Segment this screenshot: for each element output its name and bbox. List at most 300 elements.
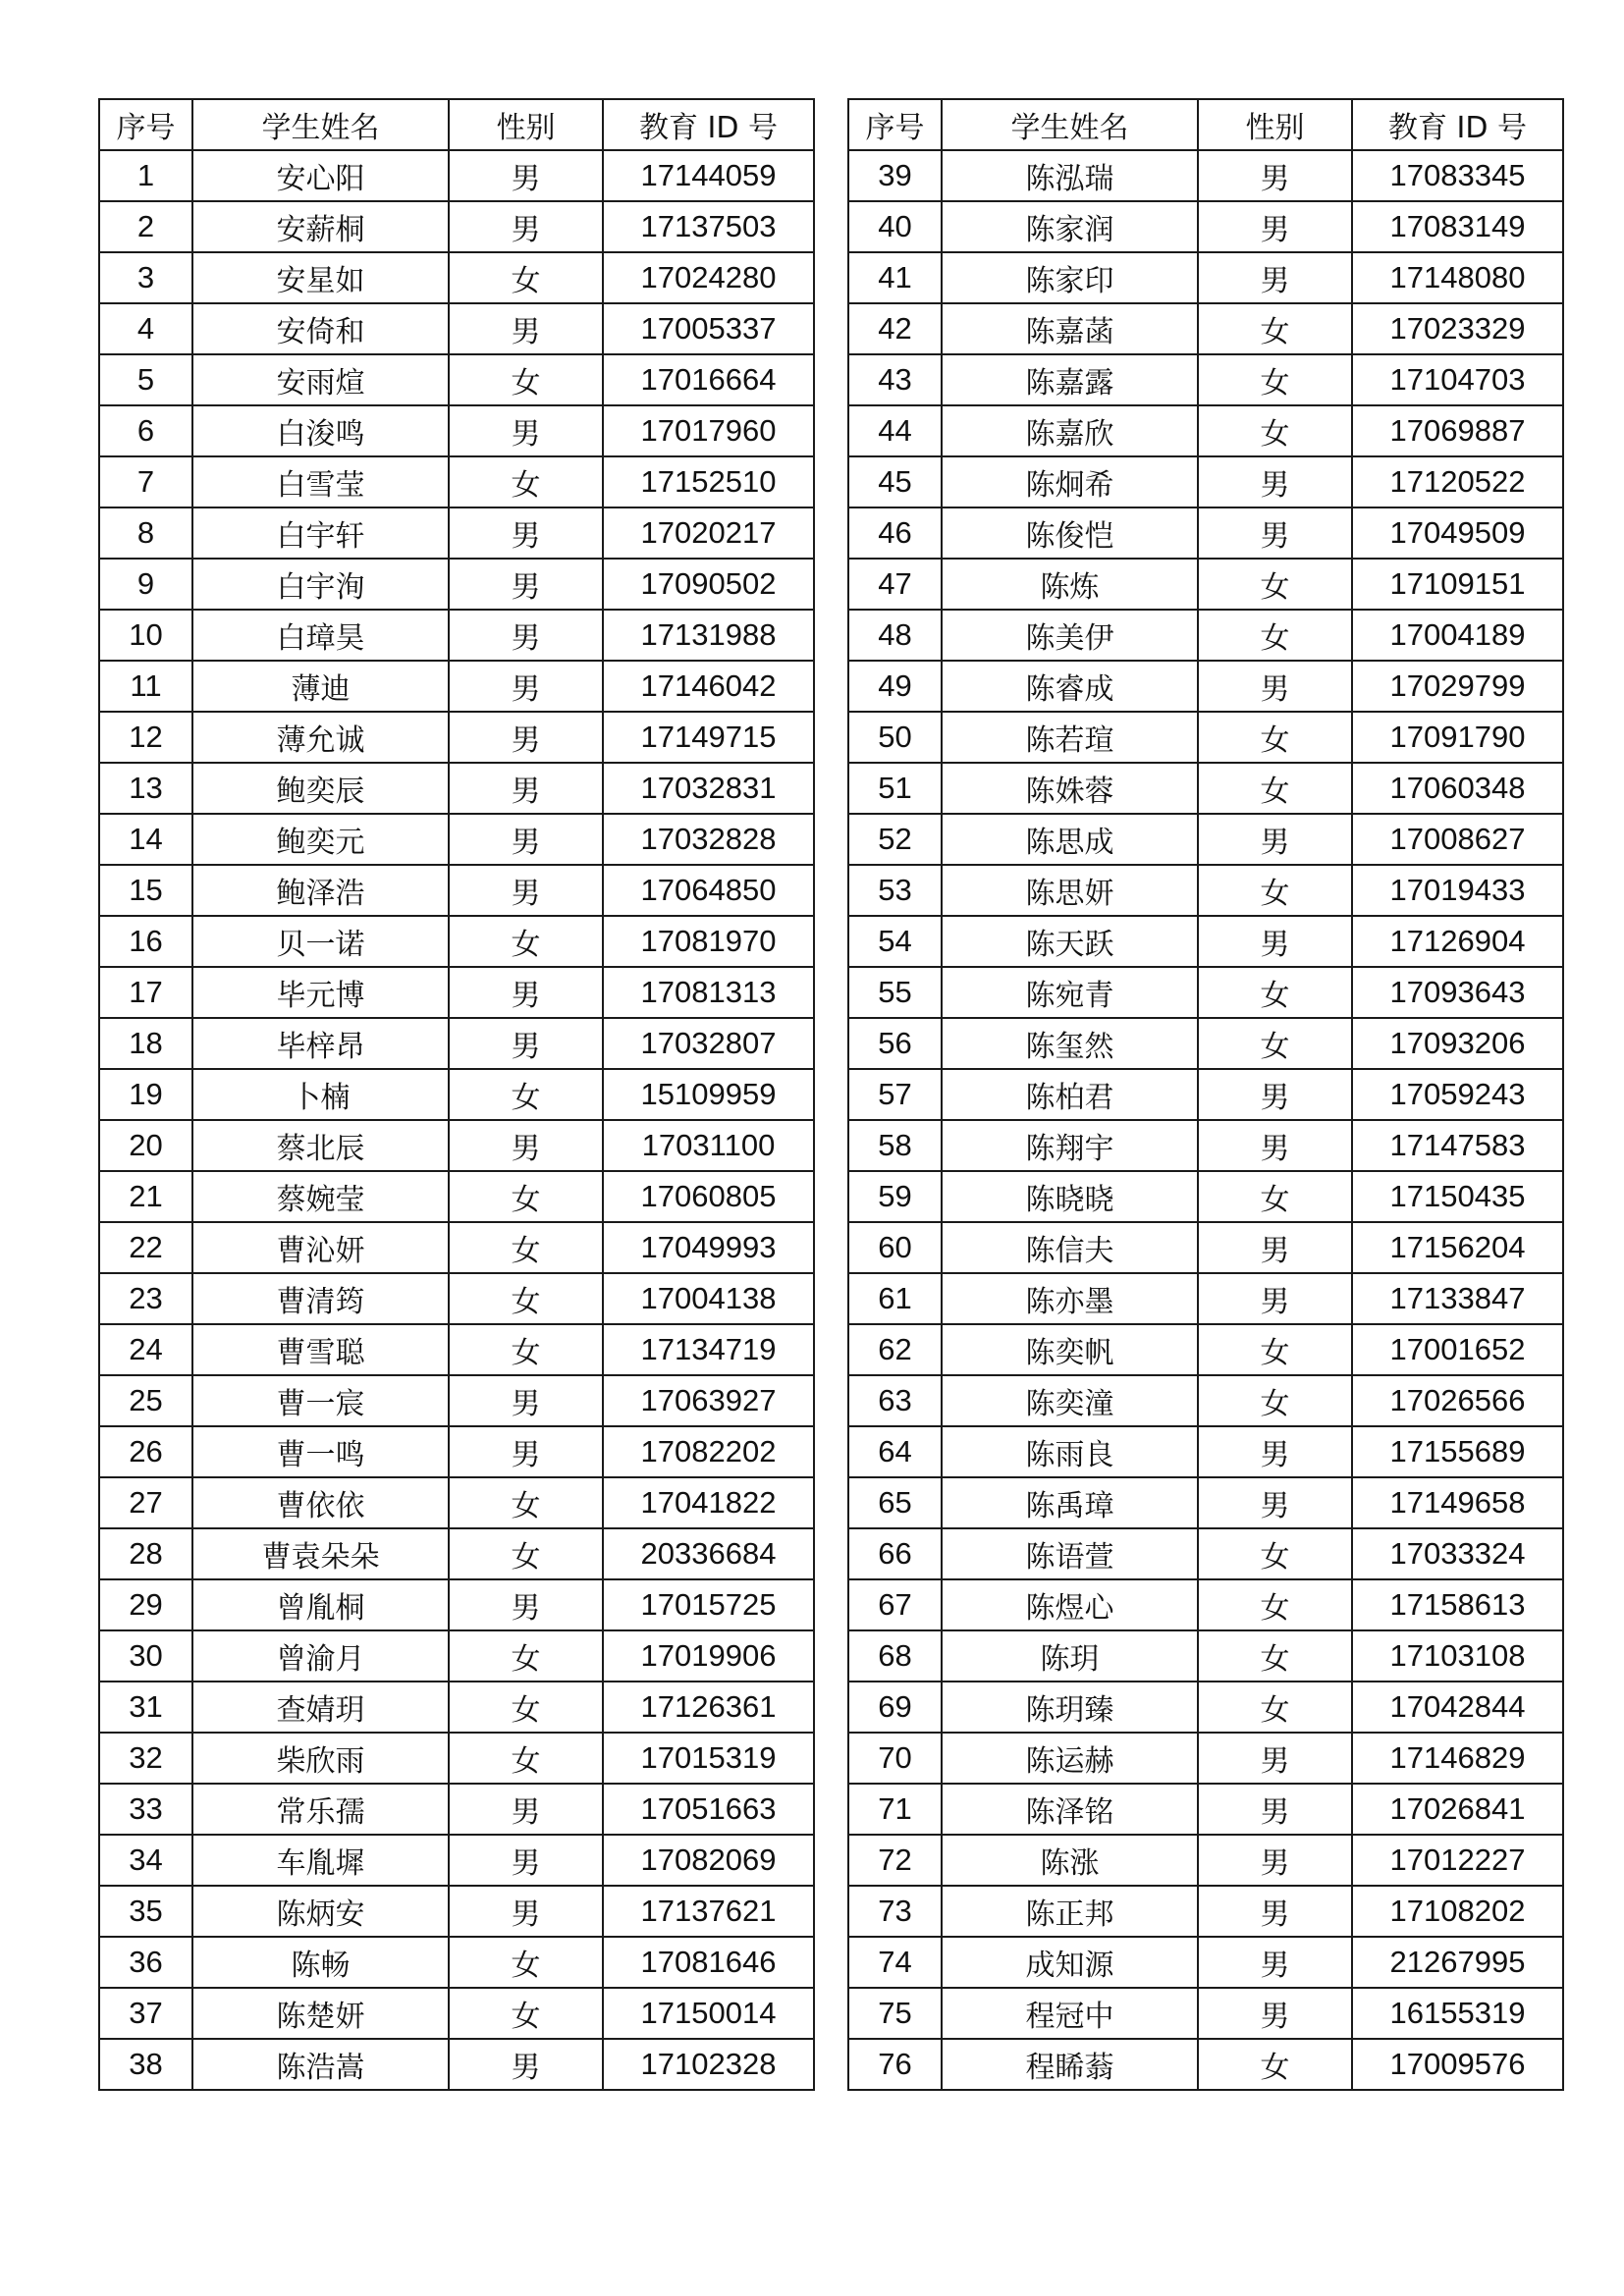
cell-student-name: 白宇洵 [192, 559, 449, 610]
cell-edu-id: 17081646 [603, 1937, 814, 1988]
table-row [99, 1682, 814, 1733]
cell-seq: 2 [99, 201, 192, 252]
cell-gender: 女 [1198, 1682, 1352, 1733]
table-row [848, 201, 1563, 252]
cell-gender: 女 [449, 916, 603, 967]
cell-student-name: 卜楠 [192, 1069, 449, 1120]
table-row [848, 405, 1563, 456]
cell-student-name: 陈美伊 [942, 610, 1198, 661]
cell-seq: 16 [99, 916, 192, 967]
table-row [848, 916, 1563, 967]
cell-student-name: 柴欣雨 [192, 1733, 449, 1784]
table-row [848, 1222, 1563, 1273]
cell-student-name: 陈炼 [942, 559, 1198, 610]
table-row [99, 1426, 814, 1477]
cell-edu-id: 17109151 [1352, 559, 1563, 610]
cell-edu-id: 17019433 [1352, 865, 1563, 916]
table-row [99, 712, 814, 763]
cell-seq: 39 [848, 150, 942, 201]
cell-seq: 50 [848, 712, 942, 763]
cell-student-name: 常乐孺 [192, 1784, 449, 1835]
cell-edu-id: 17009576 [1352, 2039, 1563, 2090]
cell-edu-id: 17051663 [603, 1784, 814, 1835]
cell-gender: 女 [449, 1477, 603, 1528]
cell-seq: 66 [848, 1528, 942, 1579]
cell-student-name: 陈翔宇 [942, 1120, 1198, 1171]
cell-student-name: 陈亦墨 [942, 1273, 1198, 1324]
cell-edu-id: 17008627 [1352, 814, 1563, 865]
cell-seq: 73 [848, 1886, 942, 1937]
cell-student-name: 陈楚妍 [192, 1988, 449, 2039]
cell-edu-id: 17023329 [1352, 303, 1563, 354]
cell-gender: 男 [1198, 1477, 1352, 1528]
cell-edu-id: 17155689 [1352, 1426, 1563, 1477]
cell-gender: 男 [449, 507, 603, 559]
cell-gender: 男 [1198, 507, 1352, 559]
cell-seq: 54 [848, 916, 942, 967]
cell-seq: 47 [848, 559, 942, 610]
cell-gender: 女 [1198, 1171, 1352, 1222]
cell-gender: 男 [449, 1886, 603, 1937]
cell-gender: 男 [1198, 1120, 1352, 1171]
table-row [848, 1886, 1563, 1937]
cell-seq: 60 [848, 1222, 942, 1273]
cell-edu-id: 17026566 [1352, 1375, 1563, 1426]
cell-gender: 男 [1198, 1886, 1352, 1937]
cell-seq: 72 [848, 1835, 942, 1886]
table-row [848, 814, 1563, 865]
cell-gender: 女 [449, 1324, 603, 1375]
table-row [848, 1784, 1563, 1835]
table-row [99, 1120, 814, 1171]
table-row [99, 1630, 814, 1682]
cell-gender: 男 [449, 763, 603, 814]
cell-edu-id: 17015725 [603, 1579, 814, 1630]
table-body-right [848, 150, 1563, 2090]
cell-student-name: 曹依依 [192, 1477, 449, 1528]
cell-edu-id: 17015319 [603, 1733, 814, 1784]
cell-gender: 男 [1198, 916, 1352, 967]
cell-edu-id: 17082202 [603, 1426, 814, 1477]
cell-student-name: 薄迪 [192, 661, 449, 712]
cell-student-name: 陈泓瑞 [942, 150, 1198, 201]
cell-seq: 24 [99, 1324, 192, 1375]
cell-seq: 56 [848, 1018, 942, 1069]
table-row [848, 661, 1563, 712]
cell-student-name: 陈奕帆 [942, 1324, 1198, 1375]
cell-edu-id: 17150435 [1352, 1171, 1563, 1222]
cell-gender: 男 [449, 1426, 603, 1477]
cell-seq: 65 [848, 1477, 942, 1528]
table-row [848, 712, 1563, 763]
table-row [99, 1375, 814, 1426]
cell-gender: 女 [449, 1222, 603, 1273]
table-row [99, 1273, 814, 1324]
cell-student-name: 程冠中 [942, 1988, 1198, 2039]
header-seq: 序号 [848, 99, 942, 150]
cell-gender: 女 [449, 252, 603, 303]
cell-gender: 男 [449, 661, 603, 712]
table-row [848, 1835, 1563, 1886]
cell-seq: 44 [848, 405, 942, 456]
cell-seq: 49 [848, 661, 942, 712]
table-row [848, 150, 1563, 201]
cell-edu-id: 17041822 [603, 1477, 814, 1528]
cell-student-name: 曹雪聪 [192, 1324, 449, 1375]
cell-student-name: 陈玥臻 [942, 1682, 1198, 1733]
cell-edu-id: 17144059 [603, 150, 814, 201]
cell-seq: 69 [848, 1682, 942, 1733]
cell-seq: 42 [848, 303, 942, 354]
cell-student-name: 曹清筠 [192, 1273, 449, 1324]
cell-seq: 55 [848, 967, 942, 1018]
table-row [99, 916, 814, 967]
cell-gender: 男 [1198, 1784, 1352, 1835]
cell-gender: 男 [449, 150, 603, 201]
cell-seq: 7 [99, 456, 192, 507]
cell-gender: 女 [449, 354, 603, 405]
table-row [99, 661, 814, 712]
cell-seq: 75 [848, 1988, 942, 2039]
cell-student-name: 陈信夫 [942, 1222, 1198, 1273]
cell-seq: 31 [99, 1682, 192, 1733]
cell-edu-id: 17001652 [1352, 1324, 1563, 1375]
cell-student-name: 薄允诚 [192, 712, 449, 763]
cell-edu-id: 20336684 [603, 1528, 814, 1579]
table-row [99, 1886, 814, 1937]
table-row [848, 559, 1563, 610]
cell-gender: 男 [1198, 1937, 1352, 1988]
header-gender: 性别 [1198, 99, 1352, 150]
cell-seq: 37 [99, 1988, 192, 2039]
cell-edu-id: 17024280 [603, 252, 814, 303]
cell-edu-id: 17082069 [603, 1835, 814, 1886]
cell-student-name: 陈思成 [942, 814, 1198, 865]
table-body-left [99, 150, 814, 2090]
cell-student-name: 安倚和 [192, 303, 449, 354]
cell-student-name: 车胤墀 [192, 1835, 449, 1886]
table-row [848, 1120, 1563, 1171]
table-row [848, 1375, 1563, 1426]
cell-edu-id: 17152510 [603, 456, 814, 507]
table-row [848, 1733, 1563, 1784]
cell-seq: 41 [848, 252, 942, 303]
cell-seq: 25 [99, 1375, 192, 1426]
cell-student-name: 陈若瑄 [942, 712, 1198, 763]
cell-gender: 女 [449, 1069, 603, 1120]
cell-seq: 53 [848, 865, 942, 916]
cell-seq: 13 [99, 763, 192, 814]
cell-student-name: 陈姝蓉 [942, 763, 1198, 814]
cell-student-name: 陈玺然 [942, 1018, 1198, 1069]
table-row [99, 2039, 814, 2090]
cell-seq: 1 [99, 150, 192, 201]
cell-student-name: 陈嘉欣 [942, 405, 1198, 456]
cell-edu-id: 17090502 [603, 559, 814, 610]
header-name: 学生姓名 [942, 99, 1198, 150]
table-row [848, 1988, 1563, 2039]
cell-seq: 74 [848, 1937, 942, 1988]
cell-edu-id: 17069887 [1352, 405, 1563, 456]
cell-student-name: 蔡北辰 [192, 1120, 449, 1171]
cell-seq: 22 [99, 1222, 192, 1273]
cell-edu-id: 17104703 [1352, 354, 1563, 405]
cell-student-name: 陈雨良 [942, 1426, 1198, 1477]
cell-edu-id: 17059243 [1352, 1069, 1563, 1120]
cell-gender: 男 [1198, 1835, 1352, 1886]
table-row [99, 1018, 814, 1069]
cell-seq: 28 [99, 1528, 192, 1579]
cell-seq: 27 [99, 1477, 192, 1528]
cell-student-name: 陈天跃 [942, 916, 1198, 967]
cell-seq: 32 [99, 1733, 192, 1784]
table-header-row [99, 99, 814, 150]
cell-student-name: 曹袁朵朵 [192, 1528, 449, 1579]
cell-seq: 17 [99, 967, 192, 1018]
table-row [99, 1733, 814, 1784]
cell-edu-id: 17120522 [1352, 456, 1563, 507]
cell-seq: 68 [848, 1630, 942, 1682]
cell-edu-id: 17032831 [603, 763, 814, 814]
table-row [99, 1222, 814, 1273]
cell-student-name: 白浚鸣 [192, 405, 449, 456]
cell-seq: 14 [99, 814, 192, 865]
cell-edu-id: 17133847 [1352, 1273, 1563, 1324]
cell-student-name: 鲍泽浩 [192, 865, 449, 916]
table-row [99, 967, 814, 1018]
cell-gender: 男 [1198, 150, 1352, 201]
table-row [99, 303, 814, 354]
table-row [848, 865, 1563, 916]
cell-student-name: 鲍奕辰 [192, 763, 449, 814]
cell-edu-id: 17017960 [603, 405, 814, 456]
cell-gender: 男 [1198, 456, 1352, 507]
cell-edu-id: 17049993 [603, 1222, 814, 1273]
cell-student-name: 白雪莹 [192, 456, 449, 507]
table-row [99, 150, 814, 201]
cell-edu-id: 17004138 [603, 1273, 814, 1324]
cell-student-name: 陈柏君 [942, 1069, 1198, 1120]
table-row [848, 303, 1563, 354]
cell-edu-id: 17012227 [1352, 1835, 1563, 1886]
cell-seq: 59 [848, 1171, 942, 1222]
cell-gender: 女 [1198, 1579, 1352, 1630]
cell-gender: 男 [1198, 1733, 1352, 1784]
cell-gender: 男 [1198, 201, 1352, 252]
table-row [99, 456, 814, 507]
cell-gender: 女 [449, 1273, 603, 1324]
table-row [99, 610, 814, 661]
cell-seq: 23 [99, 1273, 192, 1324]
table-row [848, 354, 1563, 405]
cell-edu-id: 17147583 [1352, 1120, 1563, 1171]
cell-student-name: 陈炳安 [192, 1886, 449, 1937]
cell-seq: 8 [99, 507, 192, 559]
cell-edu-id: 17093643 [1352, 967, 1563, 1018]
cell-gender: 男 [1198, 1222, 1352, 1273]
table-row [848, 1579, 1563, 1630]
cell-student-name: 陈涨 [942, 1835, 1198, 1886]
cell-student-name: 贝一诺 [192, 916, 449, 967]
cell-gender: 女 [449, 1988, 603, 2039]
cell-edu-id: 17063927 [603, 1375, 814, 1426]
table-row [848, 1171, 1563, 1222]
cell-student-name: 查婧玥 [192, 1682, 449, 1733]
cell-gender: 女 [1198, 763, 1352, 814]
table-row [848, 1682, 1563, 1733]
cell-student-name: 安心阳 [192, 150, 449, 201]
cell-student-name: 陈禹璋 [942, 1477, 1198, 1528]
student-table-left [98, 98, 815, 2091]
cell-student-name: 鲍奕元 [192, 814, 449, 865]
table-row [99, 814, 814, 865]
cell-seq: 35 [99, 1886, 192, 1937]
cell-edu-id: 21267995 [1352, 1937, 1563, 1988]
table-row [99, 763, 814, 814]
cell-edu-id: 17020217 [603, 507, 814, 559]
cell-seq: 10 [99, 610, 192, 661]
cell-edu-id: 17032828 [603, 814, 814, 865]
cell-gender: 女 [1198, 303, 1352, 354]
cell-gender: 男 [1198, 1988, 1352, 2039]
cell-seq: 15 [99, 865, 192, 916]
cell-student-name: 陈嘉露 [942, 354, 1198, 405]
cell-seq: 5 [99, 354, 192, 405]
table-row [848, 1477, 1563, 1528]
cell-gender: 男 [449, 1018, 603, 1069]
cell-gender: 男 [449, 303, 603, 354]
cell-gender: 男 [1198, 814, 1352, 865]
header-gender: 性别 [449, 99, 603, 150]
cell-student-name: 陈嘉菡 [942, 303, 1198, 354]
table-row [99, 354, 814, 405]
table-row [848, 967, 1563, 1018]
cell-seq: 33 [99, 1784, 192, 1835]
cell-seq: 61 [848, 1273, 942, 1324]
cell-student-name: 陈奕潼 [942, 1375, 1198, 1426]
cell-seq: 34 [99, 1835, 192, 1886]
cell-edu-id: 17102328 [603, 2039, 814, 2090]
table-row [848, 1426, 1563, 1477]
cell-seq: 48 [848, 610, 942, 661]
cell-student-name: 安薪桐 [192, 201, 449, 252]
cell-gender: 男 [449, 865, 603, 916]
cell-seq: 70 [848, 1733, 942, 1784]
cell-seq: 4 [99, 303, 192, 354]
cell-student-name: 陈家润 [942, 201, 1198, 252]
cell-student-name: 陈宛青 [942, 967, 1198, 1018]
cell-seq: 43 [848, 354, 942, 405]
cell-gender: 男 [449, 2039, 603, 2090]
table-row [99, 1069, 814, 1120]
cell-gender: 女 [1198, 712, 1352, 763]
cell-gender: 男 [449, 559, 603, 610]
cell-edu-id: 17019906 [603, 1630, 814, 1682]
cell-gender: 男 [449, 814, 603, 865]
cell-edu-id: 17149715 [603, 712, 814, 763]
table-row [99, 1171, 814, 1222]
cell-gender: 女 [449, 1733, 603, 1784]
cell-student-name: 曾渝月 [192, 1630, 449, 1682]
cell-gender: 女 [449, 1682, 603, 1733]
cell-edu-id: 17131988 [603, 610, 814, 661]
cell-gender: 女 [1198, 1630, 1352, 1682]
table-row [848, 456, 1563, 507]
cell-edu-id: 17150014 [603, 1988, 814, 2039]
table-row [99, 201, 814, 252]
cell-edu-id: 17032807 [603, 1018, 814, 1069]
cell-edu-id: 17083345 [1352, 150, 1563, 201]
table-row [99, 1528, 814, 1579]
cell-gender: 男 [449, 1835, 603, 1886]
table-row [99, 1835, 814, 1886]
header-seq: 序号 [99, 99, 192, 150]
table-row [848, 2039, 1563, 2090]
cell-edu-id: 17158613 [1352, 1579, 1563, 1630]
student-table-right [847, 98, 1564, 2091]
cell-gender: 女 [1198, 1018, 1352, 1069]
cell-edu-id: 17029799 [1352, 661, 1563, 712]
table-row [848, 1937, 1563, 1988]
cell-student-name: 陈炯希 [942, 456, 1198, 507]
cell-edu-id: 17126361 [603, 1682, 814, 1733]
cell-edu-id: 17033324 [1352, 1528, 1563, 1579]
table-row [848, 1630, 1563, 1682]
table-row [99, 1937, 814, 1988]
cell-student-name: 曹一鸣 [192, 1426, 449, 1477]
cell-seq: 21 [99, 1171, 192, 1222]
table-row [99, 252, 814, 303]
cell-seq: 40 [848, 201, 942, 252]
cell-student-name: 陈俊恺 [942, 507, 1198, 559]
cell-edu-id: 17049509 [1352, 507, 1563, 559]
table-row [848, 1018, 1563, 1069]
cell-gender: 女 [1198, 405, 1352, 456]
table-row [848, 1528, 1563, 1579]
cell-seq: 30 [99, 1630, 192, 1682]
cell-seq: 38 [99, 2039, 192, 2090]
cell-edu-id: 17093206 [1352, 1018, 1563, 1069]
cell-edu-id: 17083149 [1352, 201, 1563, 252]
cell-seq: 62 [848, 1324, 942, 1375]
cell-edu-id: 17081970 [603, 916, 814, 967]
cell-seq: 63 [848, 1375, 942, 1426]
cell-student-name: 陈煜心 [942, 1579, 1198, 1630]
cell-seq: 36 [99, 1937, 192, 1988]
table-row [848, 1324, 1563, 1375]
table-row [99, 1988, 814, 2039]
cell-seq: 76 [848, 2039, 942, 2090]
cell-student-name: 陈晓晓 [942, 1171, 1198, 1222]
cell-seq: 29 [99, 1579, 192, 1630]
cell-gender: 女 [449, 1171, 603, 1222]
cell-gender: 男 [449, 967, 603, 1018]
header-edu-id: 教育 ID 号 [603, 99, 814, 150]
cell-edu-id: 17108202 [1352, 1886, 1563, 1937]
cell-gender: 男 [1198, 1069, 1352, 1120]
table-row [99, 507, 814, 559]
cell-gender: 女 [449, 1630, 603, 1682]
cell-gender: 女 [1198, 865, 1352, 916]
cell-edu-id: 17103108 [1352, 1630, 1563, 1682]
table-row [99, 1579, 814, 1630]
cell-student-name: 毕元博 [192, 967, 449, 1018]
cell-gender: 女 [1198, 967, 1352, 1018]
table-row [99, 1324, 814, 1375]
header-edu-id: 教育 ID 号 [1352, 99, 1563, 150]
cell-gender: 男 [449, 610, 603, 661]
table-row [99, 1477, 814, 1528]
